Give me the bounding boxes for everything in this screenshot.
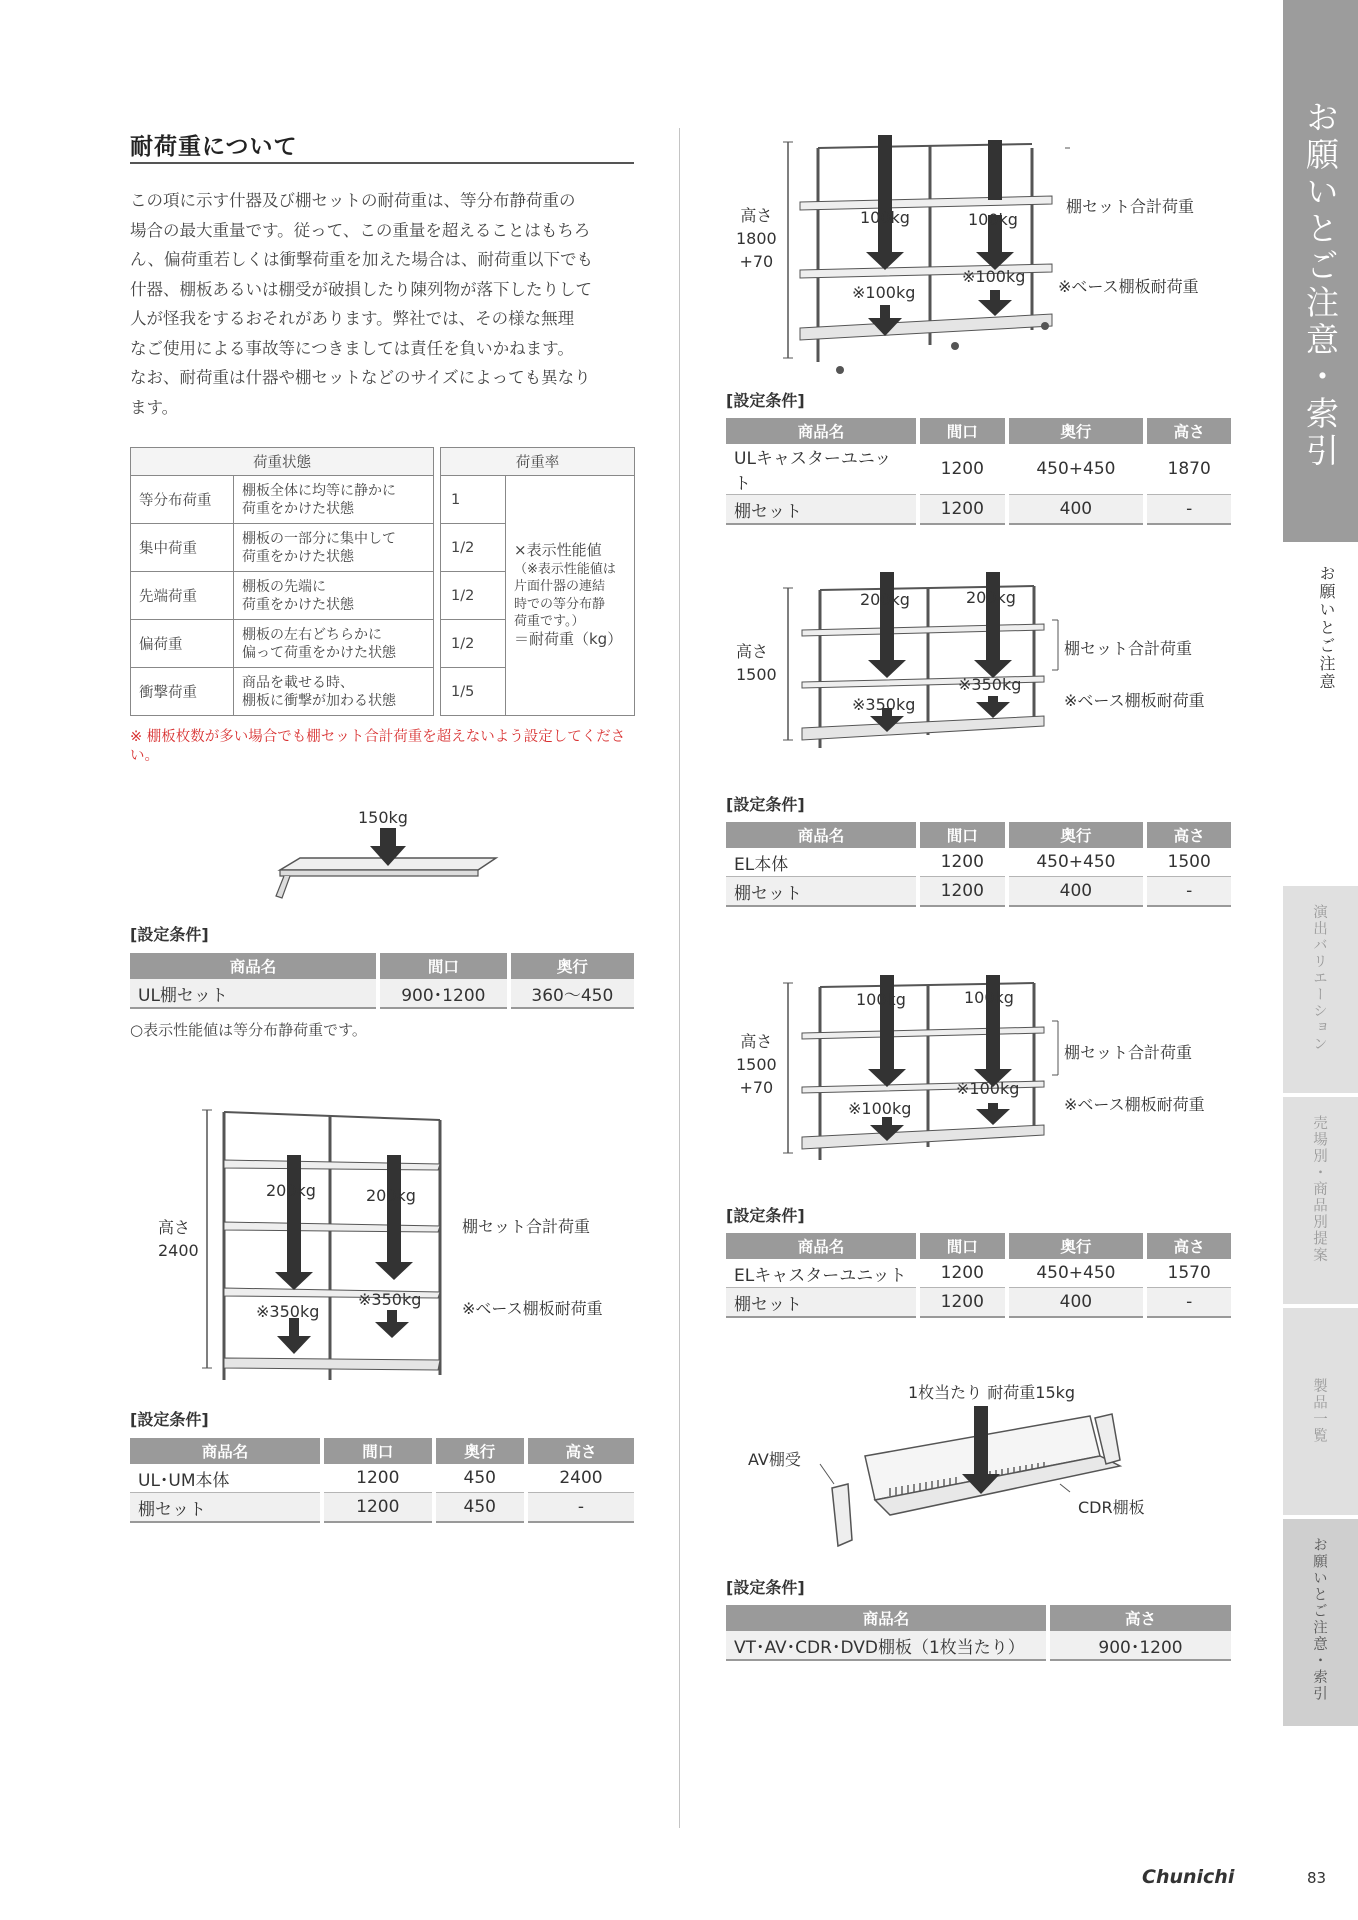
intro-line: ん、偏荷重若しくは衝撃荷重を加えた場合は、耐荷重以下でも [130, 250, 593, 269]
spec-table-ul-caster: 商品名 間口 奥行 高さ ULキャスターユニット 1200 450+450 1870 棚セット 1200 400 - [726, 418, 1231, 525]
down-arrow-icon [878, 135, 892, 255]
spec-table-um: 商品名 間口 奥行 高さ UL･UM本体 1200 450 2400 棚セット 1200 450 - [130, 1438, 634, 1523]
load-type: 集中荷重 [131, 524, 234, 572]
section-subtitle: お願いとご注意 [1317, 565, 1336, 691]
base-load-label: ※ベース棚板耐荷重 [1058, 277, 1199, 296]
conditions-heading: [設定条件] [130, 1410, 209, 1429]
conditions-heading: [設定条件] [726, 795, 805, 814]
page-number: 83 [1307, 1869, 1327, 1887]
load-desc: 商品を載せる時、 棚板に衝撃が加わる状態 [234, 668, 434, 716]
load-type: 衝撃荷重 [131, 668, 234, 716]
page-title: 耐荷重について [130, 134, 298, 160]
load-state-table [130, 447, 434, 716]
shelf-unit-diagram-el-caster [780, 965, 1070, 1175]
load-type: 偏荷重 [131, 620, 234, 668]
av-cdr-shelf-diagram [740, 1400, 1160, 1560]
load-desc: 棚板の左右どちらかに 偏って荷重をかけた状態 [234, 620, 434, 668]
av-bracket-label: AV棚受 [748, 1450, 801, 1469]
intro-line: 場合の最大重量です。従って、この重量を超えることはもちろ [130, 220, 591, 240]
load-type: 等分布荷重 [131, 476, 234, 524]
shelf-unit-diagram-el [780, 560, 1070, 760]
down-arrow-icon [988, 140, 1002, 200]
intro-line: 人が怪我をするおそれがあります。弊社では、その様な無理 [130, 309, 575, 328]
down-arrow-icon [380, 828, 396, 848]
set-load-label: 棚セット合計荷重 [1066, 197, 1195, 216]
section-tab-main [1283, 0, 1358, 542]
spec-table-av: 商品名 高さ VT･AV･CDR･DVD棚板（1枚当たり） 900･1200 [726, 1605, 1231, 1661]
load-label: ※350kg [958, 675, 1022, 694]
down-arrow-icon [387, 1155, 401, 1265]
load-desc: 棚板の先端に 荷重をかけた状態 [234, 572, 434, 620]
set-load-label: 棚セット合計荷重 [462, 1217, 591, 1236]
intro-line: なご使用による事故等につきましては責任を負いかねます。 [130, 338, 574, 358]
av-load-label: 1枚当たり 耐荷重15kg [908, 1383, 1076, 1402]
warning-note: ※ 棚板枚数が多い場合でも棚セット合計荷重を超えないよう設定してください。 [130, 729, 626, 764]
load-label: 150kg [358, 808, 408, 827]
load-rate: 1/2 [441, 620, 506, 668]
conditions-heading: [設定条件] [726, 1206, 805, 1225]
side-tab-notes-index[interactable]: お願いとご注意・索引 [1283, 1519, 1358, 1726]
load-label: 200kg [266, 1181, 316, 1200]
set-load-label: 棚セット合計荷重 [1064, 1043, 1193, 1062]
height-label: 高さ 1800 +70 [736, 206, 777, 271]
load-label: ※100kg [848, 1099, 912, 1118]
spec-table-el: 商品名 間口 奥行 高さ EL本体 1200 450+450 1500 棚セット 1200 400 - [726, 822, 1231, 907]
down-arrow-icon [287, 1155, 301, 1275]
down-arrow-icon [974, 1406, 988, 1478]
load-label: 100kg [860, 208, 910, 227]
height-label: 高さ 2400 [158, 1218, 199, 1260]
conditions-heading: [設定条件] [726, 391, 805, 410]
base-load-label: ※ベース棚板耐荷重 [1064, 1095, 1205, 1114]
spec-table-ul-shelf: 商品名 間口 奥行 UL棚セット 900･1200 360～450 [130, 953, 634, 1009]
load-label: ※350kg [852, 695, 916, 714]
load-state-header: 荷重状態 [131, 448, 434, 476]
down-arrow-icon [986, 572, 1000, 662]
brand-logo: Chunichi [1142, 1866, 1235, 1888]
intro-text [130, 186, 640, 422]
down-arrow-icon [880, 572, 894, 662]
intro-line: なお、耐荷重は什器や棚セットなどのサイズによっても異なり [130, 368, 591, 387]
conditions-heading: [設定条件] [130, 925, 209, 944]
load-desc: 棚板の一部分に集中して 荷重をかけた状態 [234, 524, 434, 572]
load-label: 100kg [856, 990, 906, 1009]
load-label: 200kg [966, 588, 1016, 607]
load-desc: 棚板全体に均等に静かに 荷重をかけた状態 [234, 476, 434, 524]
load-type: 先端荷重 [131, 572, 234, 620]
spec-table-el-caster: 商品名 間口 奥行 高さ ELキャスターユニット 1200 450+450 1570 棚セット 1200 400 - [726, 1233, 1231, 1318]
load-rate: 1/5 [441, 668, 506, 716]
load-label: ※350kg [358, 1290, 422, 1309]
title-rule [130, 162, 634, 164]
load-label: ※100kg [852, 283, 916, 302]
load-rate: 1 [441, 476, 506, 524]
section-tab-main-label: お願いとご注意・索引 [1301, 100, 1340, 470]
load-rate-table [440, 447, 635, 716]
base-load-label: ※ベース棚板耐荷重 [462, 1299, 603, 1318]
height-label: 高さ 1500 [736, 642, 777, 684]
load-rate: 1/2 [441, 524, 506, 572]
static-load-note: ○表示性能値は等分布静荷重です。 [130, 1021, 367, 1039]
height-label: 高さ 1500 +70 [736, 1032, 777, 1097]
intro-line: 什器、棚板あるいは棚受が破損したり陳列物が落下したりして [130, 279, 592, 299]
load-label: ※100kg [956, 1079, 1020, 1098]
load-label: 100kg [968, 210, 1018, 229]
cdr-shelf-label: CDR棚板 [1078, 1498, 1145, 1517]
side-tab-variation[interactable]: 演出バリエーション [1283, 886, 1358, 1093]
column-divider [679, 128, 680, 1828]
load-rate-header: 荷重率 [441, 448, 635, 476]
load-label: ※350kg [256, 1302, 320, 1321]
intro-line: この項に示す什器及び棚セットの耐荷重は、等分布静荷重の [130, 191, 576, 210]
base-load-label: ※ベース棚板耐荷重 [1064, 691, 1205, 710]
load-label: 100kg [964, 988, 1014, 1007]
load-label: 200kg [860, 590, 910, 609]
load-label: 200kg [366, 1186, 416, 1205]
set-load-label: 棚セット合計荷重 [1064, 639, 1193, 658]
shelf-unit-diagram-ul-caster [780, 130, 1070, 380]
load-rate: 1/2 [441, 572, 506, 620]
load-label: ※100kg [962, 267, 1026, 286]
load-rate-note: ×表示性能値 （※表示性能値は 片面什器の連結 時での等分布静 荷重です。） ＝耐荷重（kg） [506, 476, 635, 716]
conditions-heading: [設定条件] [726, 1578, 805, 1597]
intro-line: ます。 [130, 397, 179, 417]
side-tab-products[interactable]: 製品一覧 [1283, 1308, 1358, 1515]
side-tab-proposals[interactable]: 売場別・商品別提案 [1283, 1097, 1358, 1304]
